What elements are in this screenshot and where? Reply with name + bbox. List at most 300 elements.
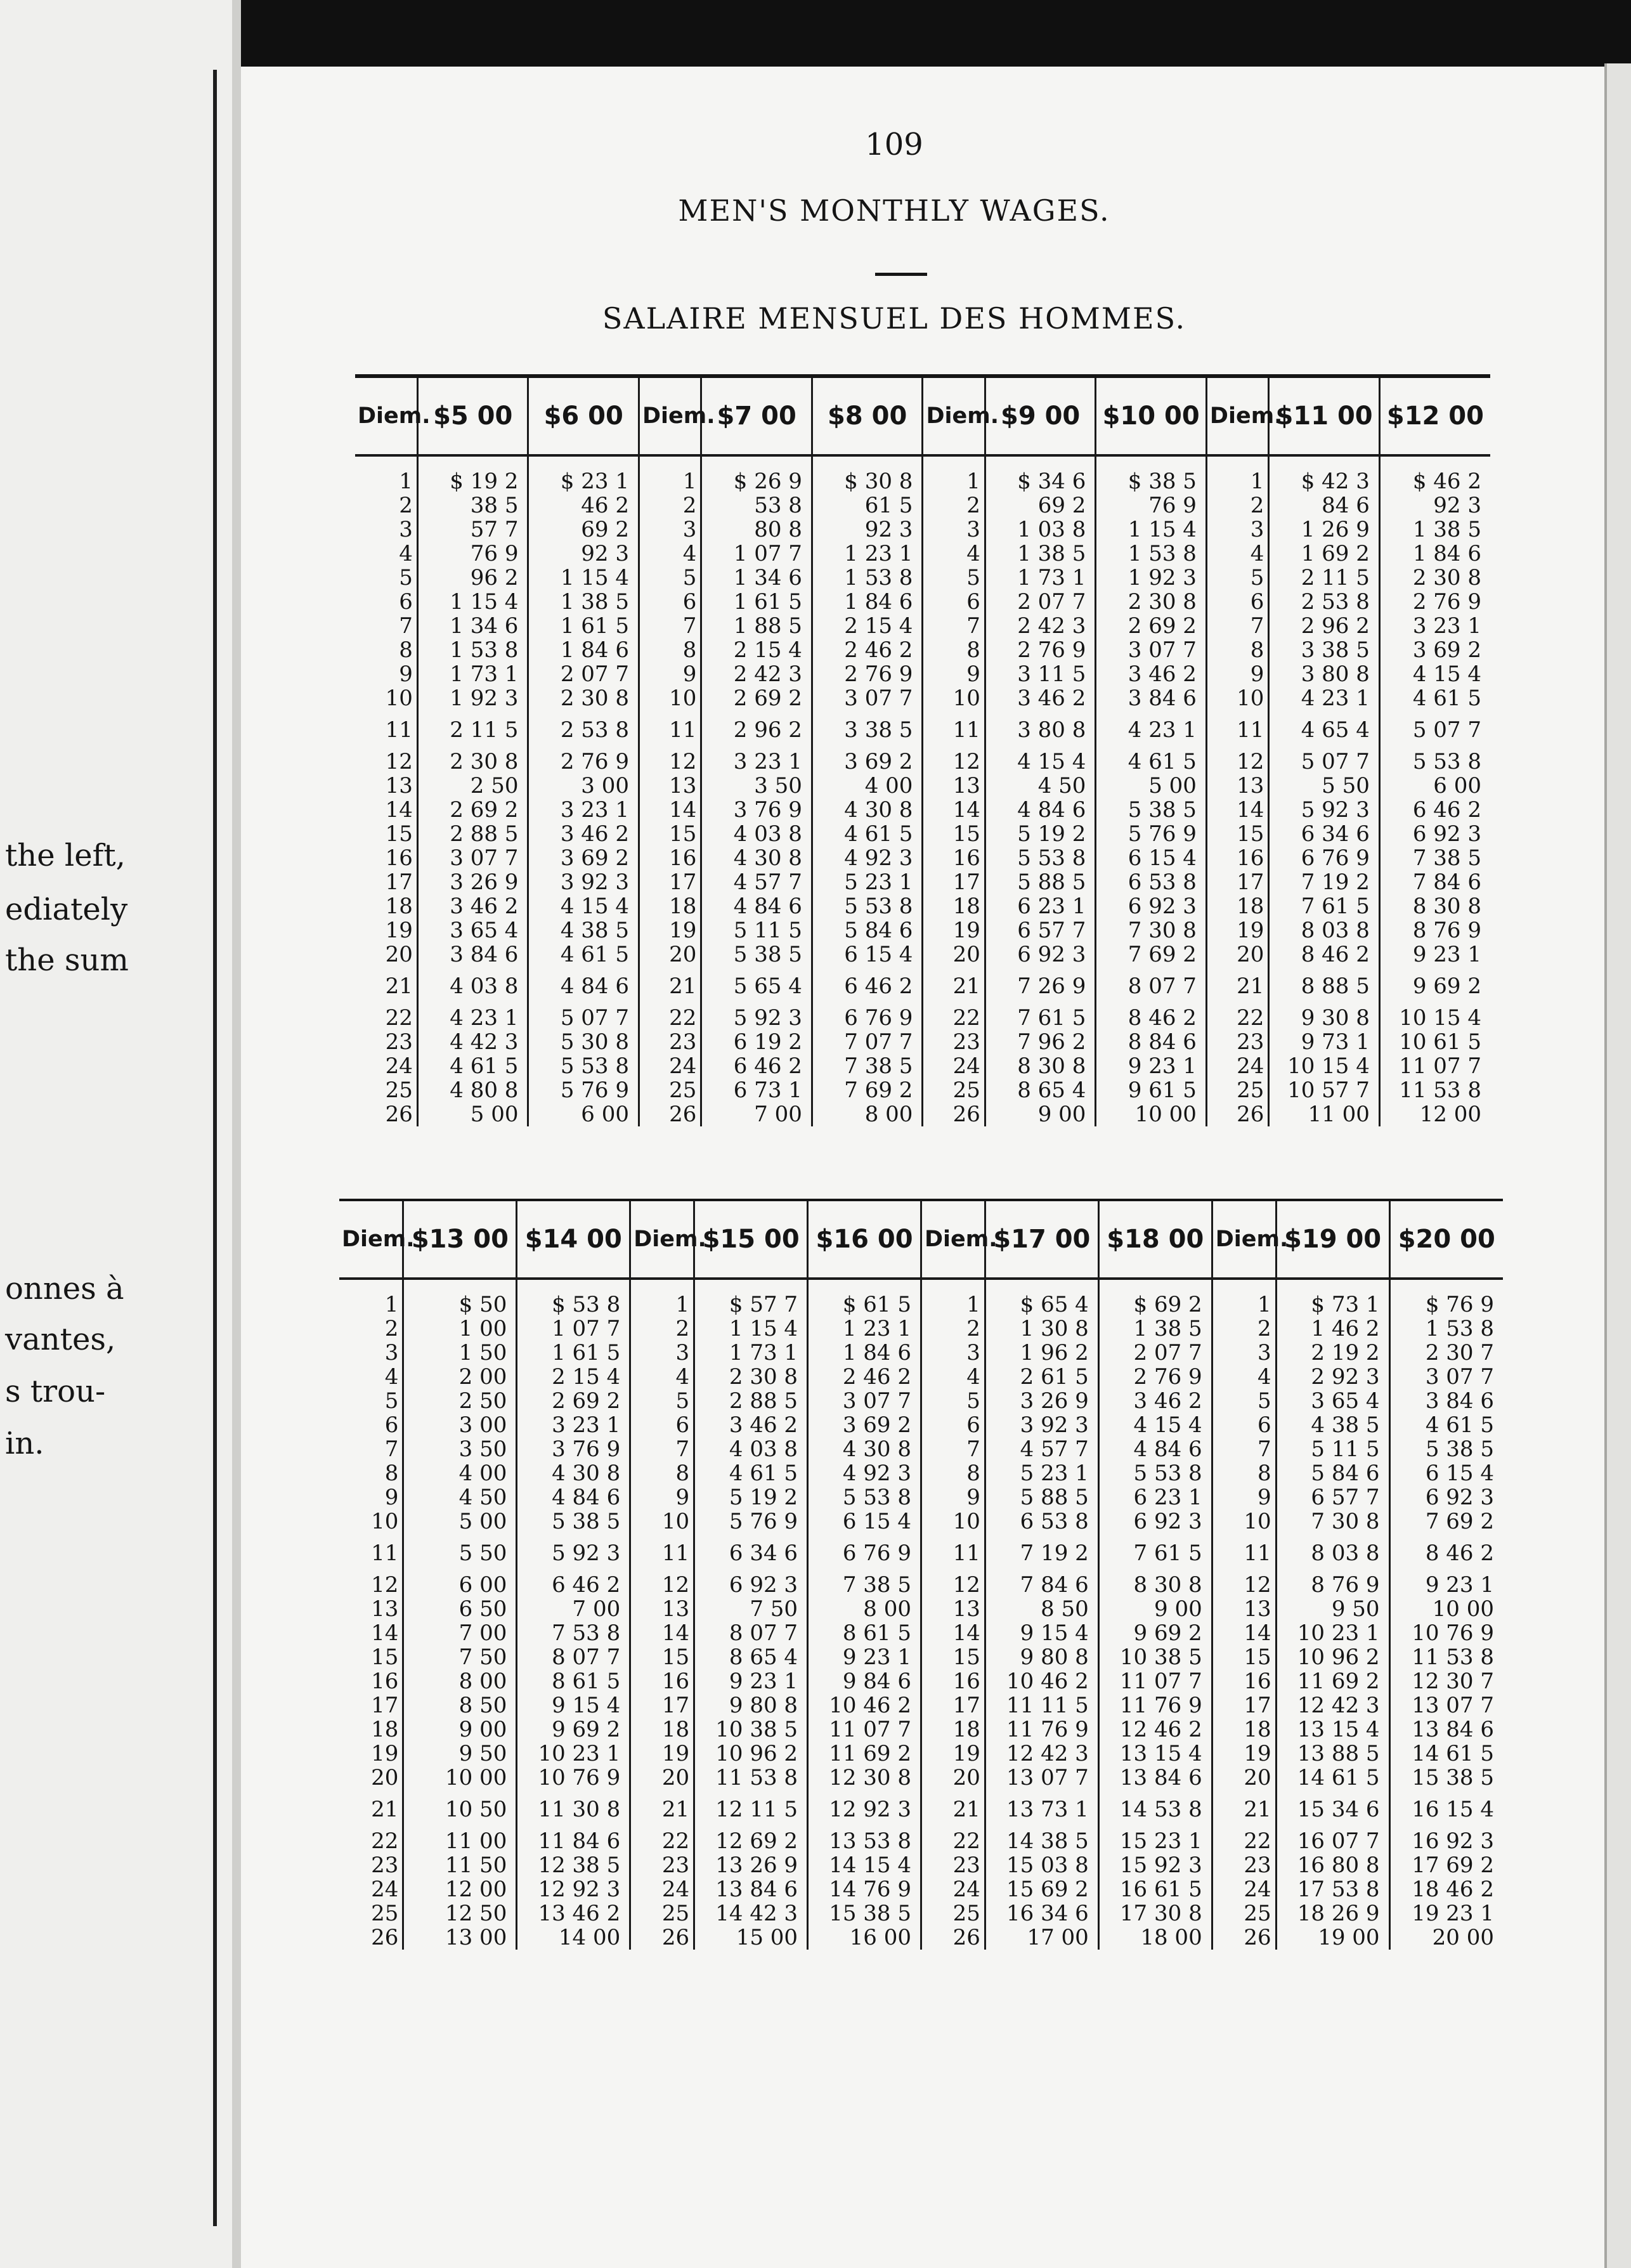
diem-cell: 3 [355,518,417,542]
diem-cell: 18 [339,1717,403,1742]
wage-cell: 2 50 [417,774,528,798]
wage-cell: 1 50 [403,1341,517,1365]
wage-cell: 8 00 [403,1669,517,1693]
wage-cell: 5 92 3 [517,1534,630,1573]
diem-cell: 11 [1212,1534,1276,1573]
table-row [339,1766,1503,1790]
diem-cell: 15 [355,822,417,846]
wage-cell: 9 00 [403,1717,517,1742]
wage-cell: 3 00 [403,1413,517,1437]
wage-cell: 4 42 3 [417,1030,528,1054]
diem-cell: 13 [355,774,417,798]
table-row [355,455,1490,493]
wage-cell: 4 23 1 [1269,686,1380,710]
wage-cell: 10 57 7 [1269,1078,1380,1102]
wage-cell: 16 07 7 [1276,1829,1389,1853]
wage-cell: 1 73 1 [694,1341,808,1365]
wage-cell: 12 69 2 [694,1829,808,1853]
wage-cell: 9 00 [985,1102,1096,1126]
table-row [355,638,1490,662]
wage-cell: 2 53 8 [1269,590,1380,614]
wage-cell: 17 30 8 [1098,1901,1212,1926]
wage-cell: 11 00 [1269,1102,1380,1126]
wage-cell: 10 15 4 [1269,1054,1380,1078]
table-row [339,1509,1503,1534]
diem-cell: 5 [1212,1389,1276,1413]
diem-cell: 22 [339,1829,403,1853]
diem-cell: 8 [355,638,417,662]
diem-cell: 1 [630,1279,694,1317]
table-row [339,1693,1503,1717]
wage-cell: 1 03 8 [985,518,1096,542]
wage-cell: $ 34 6 [985,455,1096,493]
diem-cell: 16 [1212,1669,1276,1693]
wage-cell: 5 84 6 [1276,1461,1389,1485]
wage-cell: 1 84 6 [1412,541,1481,566]
table-row [355,1030,1490,1054]
diem-cell: 10 [339,1509,403,1534]
diem-cell: 16 [339,1669,403,1693]
wage-cell: 4 00 [403,1461,517,1485]
wage-cell: 11 69 2 [808,1742,921,1766]
wage-cell: 5 19 2 [985,822,1096,846]
diem-cell: 5 [923,566,985,590]
wage-cell: 3 23 1 [517,1413,630,1437]
wage-cell: 1 38 5 [528,590,639,614]
diem-cell: 9 [1206,662,1268,686]
diem-cell: 23 [921,1853,985,1877]
wage-cell: 7 69 2 [1425,1509,1494,1534]
diem-cell: 24 [630,1877,694,1901]
diem-cell: 26 [639,1102,701,1126]
wage-cell: 4 15 4 [1098,1413,1212,1437]
fragment-1: the left, [5,838,126,873]
diem-cell: 24 [355,1054,417,1078]
wage-cell: 20 00 [1432,1925,1494,1950]
wage-cell: 8 46 2 [1096,1006,1207,1030]
wage-cell: 6 23 1 [985,894,1096,918]
table-row [339,1621,1503,1645]
wage-cell: 1 15 4 [528,566,639,590]
diem-cell: 23 [339,1853,403,1877]
diem-cell: 13 [630,1597,694,1621]
wage-cell: 19 00 [1276,1926,1389,1950]
wage-cell: 4 61 5 [694,1461,808,1485]
wage-cell: 6 92 3 [1096,894,1207,918]
wage-cell: 3 80 8 [1269,662,1380,686]
wage-cell: 3 65 4 [1276,1389,1389,1413]
wage-cell: 14 00 [517,1926,630,1950]
wage-cell: 4 15 4 [985,750,1096,774]
wage-header: $6 00 [528,376,639,455]
diem-cell: 9 [339,1485,403,1509]
wage-cell: 10 50 [403,1790,517,1829]
wage-cell: 7 61 5 [985,1006,1096,1030]
wage-cell: 4 61 5 [528,942,639,967]
diem-cell: 17 [339,1693,403,1717]
wage-cell: 5 50 [403,1534,517,1573]
diem-cell: 10 [355,686,417,710]
wage-cell: 3 69 2 [528,846,639,870]
wage-cell: 10 15 4 [1399,1005,1481,1031]
wage-cell: 2 30 8 [417,750,528,774]
page-number: 109 [865,127,923,162]
wage-cell: 8 76 9 [1276,1573,1389,1597]
table-row [339,1389,1503,1413]
diem-cell: 11 [1206,710,1268,750]
table-row [355,967,1490,1006]
diem-header: Diem. [1206,376,1268,455]
wage-cell: 6 15 4 [1096,846,1207,870]
wage-cell: 11 69 2 [1276,1669,1389,1693]
diem-cell: 6 [1206,590,1268,614]
wage-header: $9 00 [985,376,1096,455]
wage-table-1 [355,374,1490,1126]
wage-cell: 8 03 8 [1276,1534,1389,1573]
diem-cell: 23 [639,1030,701,1054]
wage-cell: 4 15 4 [1412,662,1481,687]
diem-cell: 1 [923,455,985,493]
wage-cell: 4 30 8 [812,798,923,822]
table-row [355,1102,1490,1126]
wage-cell: 13 84 6 [1098,1766,1212,1790]
wage-cell: 2 76 9 [1412,589,1481,615]
wage-cell: 9 80 8 [694,1693,808,1717]
diem-cell: 18 [1212,1717,1276,1742]
wage-cell: 10 96 2 [694,1742,808,1766]
wage-cell: 6 46 2 [517,1573,630,1597]
wage-cell: 11 76 9 [985,1717,1098,1742]
diem-cell: 15 [1212,1645,1276,1669]
diem-cell: 5 [1206,566,1268,590]
wage-cell: 5 76 9 [528,1078,639,1102]
table-row [355,1006,1490,1030]
wage-cell: 3 84 6 [1425,1388,1494,1414]
wage-cell: 3 50 [403,1437,517,1461]
diem-cell: 12 [639,750,701,774]
wage-cell: 2 07 7 [528,662,639,686]
diem-cell: 9 [921,1485,985,1509]
wage-cell: 4 61 5 [417,1054,528,1078]
wage-cell: 1 84 6 [812,590,923,614]
diem-cell: 6 [339,1413,403,1437]
diem-cell: 3 [630,1341,694,1365]
wage-header: $11 00 [1269,376,1380,455]
wage-cell: 15 38 5 [1412,1765,1494,1790]
wage-cell: 13 26 9 [694,1853,808,1877]
table-row [339,1877,1503,1901]
diem-cell: 10 [921,1509,985,1534]
wage-cell: 2 76 9 [1098,1365,1212,1389]
wage-cell: 8 46 2 [1425,1541,1494,1566]
wage-cell: 2 42 3 [701,662,812,686]
diem-cell: 10 [1212,1509,1276,1534]
diem-cell: 23 [630,1853,694,1877]
wage-cell: 5 53 8 [1098,1461,1212,1485]
diem-cell: 19 [630,1742,694,1766]
wage-cell: 9 30 8 [1269,1006,1380,1030]
wage-cell: $ 61 5 [808,1279,921,1317]
wage-cell: 14 61 5 [1412,1741,1494,1766]
wage-cell: 2 07 7 [1098,1341,1212,1365]
wage-cell: 3 46 2 [1098,1389,1212,1413]
wage-cell: $ 73 1 [1276,1279,1389,1317]
wage-cell: 2 07 7 [985,590,1096,614]
title-french: SALAIRE MENSUEL DES HOMMES. [602,301,1186,336]
wage-cell: 16 00 [808,1926,921,1950]
fragment-3: the sum [5,942,129,978]
diem-cell: 13 [923,774,985,798]
diem-cell: 25 [923,1078,985,1102]
diem-cell: 16 [1206,846,1268,870]
diem-cell: 3 [1206,518,1268,542]
wage-cell: 6 92 3 [694,1573,808,1597]
diem-cell: 6 [921,1413,985,1437]
diem-cell: 25 [339,1901,403,1926]
diem-cell: 16 [630,1669,694,1693]
wage-cell: 6 73 1 [701,1078,812,1102]
diem-cell: 15 [630,1645,694,1669]
wage-cell: 5 88 5 [985,870,1096,894]
wage-cell: 11 07 7 [808,1717,921,1742]
table-row [339,1534,1503,1573]
page [273,121,1516,2213]
wage-cell: 1 26 9 [1269,518,1380,542]
wage-cell: 3 80 8 [985,710,1096,750]
diem-cell: 4 [923,542,985,566]
diem-cell: 21 [355,967,417,1006]
wage-cell: 1 00 [403,1317,517,1341]
wage-cell: 14 61 5 [1276,1766,1389,1790]
diem-cell: 12 [921,1573,985,1597]
wage-cell: 2 46 2 [812,638,923,662]
table-row [355,870,1490,894]
diem-cell: 1 [639,455,701,493]
wage-cell: 11 53 8 [694,1766,808,1790]
table-row [355,942,1490,967]
diem-cell: 13 [639,774,701,798]
wage-header: $19 00 [1276,1200,1389,1279]
diem-cell: 21 [1206,967,1268,1006]
diem-cell: 25 [630,1901,694,1926]
diem-cell: 19 [1212,1742,1276,1766]
wage-cell: 2 53 8 [528,710,639,750]
diem-cell: 5 [630,1389,694,1413]
diem-cell: 9 [630,1485,694,1509]
wage-cell: 5 88 5 [985,1485,1098,1509]
diem-cell: 7 [639,614,701,638]
wage-cell: 9 00 [1098,1597,1212,1621]
wage-cell: 80 8 [701,518,812,542]
wage-cell: 1 38 5 [1098,1317,1212,1341]
wage-cell: 10 46 2 [808,1693,921,1717]
wage-cell: 3 07 7 [417,846,528,870]
diem-cell: 7 [1206,614,1268,638]
diem-cell: 17 [1212,1693,1276,1717]
diem-cell: 20 [921,1766,985,1790]
wage-cell: 38 5 [417,493,528,518]
wage-cell: 1 15 4 [417,590,528,614]
diem-cell: 11 [921,1534,985,1573]
wage-cell: 11 53 8 [1412,1645,1494,1670]
wage-cell: 5 11 5 [1276,1437,1389,1461]
diem-cell: 12 [630,1573,694,1597]
wage-cell: 16 80 8 [1276,1853,1389,1877]
wage-cell: 10 76 9 [517,1766,630,1790]
diem-cell: 10 [1206,686,1268,710]
wage-cell: 5 50 [1269,774,1380,798]
wage-cell: 6 53 8 [1096,870,1207,894]
diem-cell: 17 [1206,870,1268,894]
diem-cell: 2 [1212,1317,1276,1341]
wage-cell: 6 15 4 [808,1509,921,1534]
wage-cell: 5 38 5 [517,1509,630,1534]
header-row [339,1200,1503,1279]
diem-cell: 26 [355,1102,417,1126]
wage-cell: 2 19 2 [1276,1341,1389,1365]
wage-cell: 84 6 [1269,493,1380,518]
wage-cell: 6 46 2 [812,967,923,1006]
wage-cell: 6 19 2 [701,1030,812,1054]
wage-header: $7 00 [701,376,812,455]
wage-cell: 1 07 7 [517,1317,630,1341]
diem-cell: 15 [1206,822,1268,846]
wage-cell: 8 84 6 [1096,1030,1207,1054]
diem-cell: 17 [639,870,701,894]
diem-cell: 14 [923,798,985,822]
table-row [339,1437,1503,1461]
wage-cell: 8 88 5 [1269,967,1380,1006]
wage-cell: 4 50 [403,1485,517,1509]
wage-cell: 4 23 1 [417,1006,528,1030]
wage-cell: 14 53 8 [1098,1790,1212,1829]
table-row [355,846,1490,870]
wage-cell: 8 30 8 [1412,894,1481,919]
table-row [339,1669,1503,1693]
wage-cell: 3 38 5 [812,710,923,750]
wage-cell: 6 76 9 [812,1006,923,1030]
wage-cell: 10 61 5 [1399,1029,1481,1055]
wage-cell: 1 73 1 [985,566,1096,590]
wage-cell: 7 53 8 [517,1621,630,1645]
wage-cell: 1 15 4 [694,1317,808,1341]
wage-cell: 12 42 3 [1276,1693,1389,1717]
header-row [355,376,1490,455]
wage-cell: 3 46 2 [694,1413,808,1437]
table-row [355,894,1490,918]
wage-cell: 4 92 3 [812,846,923,870]
diem-cell: 15 [339,1645,403,1669]
wage-cell: 10 23 1 [1276,1621,1389,1645]
diem-cell: 8 [339,1461,403,1485]
wage-cell: 12 50 [403,1901,517,1926]
wage-cell: 4 80 8 [417,1078,528,1102]
wage-cell: 9 69 2 [517,1717,630,1742]
diem-cell: 10 [639,686,701,710]
wage-cell: 10 00 [1432,1596,1494,1622]
wage-cell: 15 03 8 [985,1853,1098,1877]
wage-cell: 2 76 9 [985,638,1096,662]
diem-cell: 21 [339,1790,403,1829]
title-divider [875,273,927,276]
wage-cell: 18 00 [1098,1926,1212,1950]
diem-cell: 3 [339,1341,403,1365]
wage-cell: 2 69 2 [417,798,528,822]
wage-cell: 5 76 9 [1096,822,1207,846]
wage-cell: $ 76 9 [1425,1292,1494,1317]
wage-cell: 2 46 2 [808,1365,921,1389]
diem-cell: 6 [1212,1413,1276,1437]
diem-cell: 9 [355,662,417,686]
wage-cell: 1 38 5 [1412,517,1481,542]
wage-cell: 2 76 9 [812,662,923,686]
wage-cell: 5 38 5 [1096,798,1207,822]
wage-cell: 4 03 8 [417,967,528,1006]
wage-cell: 1 53 8 [417,638,528,662]
wage-cell: 1 34 6 [701,566,812,590]
title-english: MEN'S MONTHLY WAGES. [678,193,1110,228]
wage-cell: 2 30 8 [694,1365,808,1389]
fragment-2: ediately [5,892,128,927]
table-row [355,774,1490,798]
table-row [339,1317,1503,1341]
diem-header: Diem. [1212,1200,1276,1279]
diem-cell: 23 [1212,1853,1276,1877]
wage-cell: 3 46 2 [985,686,1096,710]
wage-cell: 4 61 5 [812,822,923,846]
diem-cell: 26 [923,1102,985,1126]
wage-cell: 4 15 4 [528,894,639,918]
diem-cell: 8 [923,638,985,662]
wage-cell: 17 69 2 [1412,1853,1494,1878]
wage-cell: 69 2 [528,518,639,542]
diem-cell: 7 [630,1437,694,1461]
wage-cell: 15 34 6 [1276,1790,1389,1829]
table-row [355,822,1490,846]
wage-cell: 11 11 5 [985,1693,1098,1717]
diem-cell: 15 [923,822,985,846]
wage-cell: 46 2 [528,493,639,518]
wage-cell: 3 07 7 [808,1389,921,1413]
wage-cell: 4 57 7 [985,1437,1098,1461]
diem-cell: 26 [1206,1102,1268,1126]
wage-cell: 4 84 6 [1098,1437,1212,1461]
diem-cell: 12 [923,750,985,774]
wage-cell: 11 53 8 [1399,1078,1481,1103]
diem-cell: 24 [1212,1877,1276,1901]
wage-cell: 10 38 5 [1098,1645,1212,1669]
diem-cell: 1 [921,1279,985,1317]
table-row [355,493,1490,518]
diem-cell: 26 [921,1926,985,1950]
wage-cell: 8 61 5 [517,1669,630,1693]
diem-header: Diem. [339,1200,403,1279]
diem-cell: 7 [921,1437,985,1461]
wage-cell: 2 88 5 [694,1389,808,1413]
wage-cell: 8 30 8 [985,1054,1096,1078]
wage-cell: 11 84 6 [517,1829,630,1853]
wage-cell: $ 69 2 [1098,1279,1212,1317]
wage-cell: 13 07 7 [985,1766,1098,1790]
wage-cell: 7 00 [517,1597,630,1621]
wage-cell: 1 38 5 [985,542,1096,566]
wage-cell: 6 15 4 [1425,1461,1494,1486]
wage-cell: 7 26 9 [985,967,1096,1006]
wage-cell: 13 84 6 [694,1877,808,1901]
table-row [355,1078,1490,1102]
wage-header: $20 00 [1389,1200,1503,1279]
diem-cell: 7 [1212,1437,1276,1461]
